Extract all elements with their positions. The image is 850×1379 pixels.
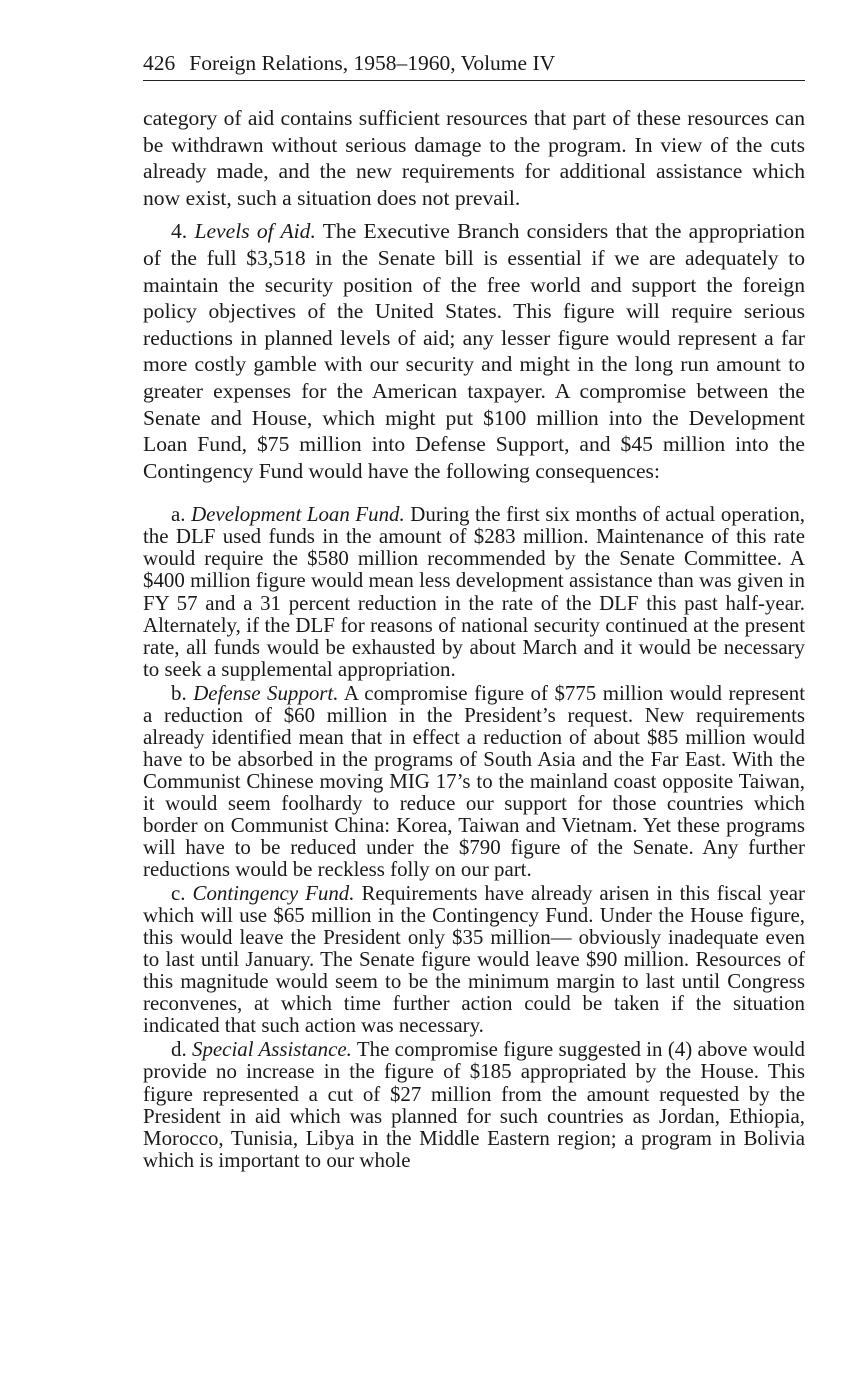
page-number: 426 bbox=[143, 51, 176, 75]
paragraph-levels-of-aid bbox=[143, 218, 805, 484]
subparagraph-special-assistance bbox=[143, 1038, 805, 1170]
subparagraph-text: The compromise figure suggested in (4) above would provide no increase in the figure of $185 appropriated by the House. This figure represented a cut of $27 million from the amount requested by the President in aid which was planned for such countries as Jordan, Ethiopia, Morocco, Tunisia, Libya in the Middle Eastern region; a program in Bolivia which is important to our whole bbox=[143, 1037, 806, 1172]
subparagraph-heading: Special Assistance. bbox=[192, 1037, 352, 1062]
paragraph-continuation bbox=[143, 105, 805, 211]
subparagraph-text: A compromise figure of $775 million would represent a reduction of $60 million in the President’s request. New requirements already identified mean that in effect a reduction of about $85 million would have to be absorbed in the programs of South Asia and the Far East. With the Communist Chinese moving MIG 17’s to the mainland coast opposite Taiwan, it would seem foolhardy to reduce our support for those countries which border on Communist China: Korea, Taiwan and Vietnam. Yet these programs will have to be reduced under the $790 figure of the Senate. Any further reductions would be reckless folly on our part. bbox=[143, 680, 806, 882]
paragraph-number: 4. bbox=[171, 219, 195, 244]
document-page bbox=[143, 48, 805, 1173]
subparagraph-contingency-fund bbox=[143, 882, 805, 1036]
subparagraph-letter: d. bbox=[171, 1037, 193, 1062]
subparagraph-letter: c. bbox=[171, 881, 193, 906]
subparagraph-text: Requirements have already arisen in this fiscal year which will use $65 million in the Contingency Fund. Under the House figure, this would leave the President only $35 million— obviously inadequate even to last until January. The Senate figure would leave $90 million. Resources of this magnitude would seem to be the minimum margin to last until Congress reconvenes, at which time further action could be taken if the situation indicated that such action was necessary. bbox=[143, 881, 805, 1038]
subparagraph-heading: Defense Support. bbox=[193, 680, 339, 705]
paragraph-text: The Executive Branch considers that the appropriation of the full $3,518 in the Senate bill is essential if we are adequately to maintain the security position of the free world and support the foreign policy objectives of the United States. This figure will require serious reductions in planned levels of aid; any lesser figure would represent a far more costly gamble with our security and might in the long run amount to greater expenses for the American taxpayer. A compromise between the Senate and House, which might put $100 million into the Development Loan Fund, $75 million into Defense Support, and $45 million into the Contingency Fund would have the following consequences: bbox=[143, 219, 805, 483]
subparagraph-heading: Development Loan Fund. bbox=[191, 502, 405, 527]
running-head-title: Foreign Relations, 1958–1960, Volume IV bbox=[189, 51, 556, 75]
subparagraph-letter: b. bbox=[171, 680, 194, 705]
subparagraph-text: During the first six months of actual operation, the DLF used funds in the amount of $283 million. Maintenance of this rate would require the $580 million recommended by the Senate Committee. A $400 million figure would mean less development assistance than was given in FY 57 and a 31 percent reduction in the rate of the DLF this past half-year. Alternately, if the DLF for reasons of national security continued at the present rate, all funds would be exhausted by about March and it would be necessary to seek a supplemental appropriation. bbox=[143, 502, 805, 681]
subparagraph-list bbox=[143, 503, 805, 1170]
running-head bbox=[143, 48, 805, 81]
paragraph-text: category of aid contains sufficient resources that part of these resources can be withdrawn without serious damage to the program. In view of the cuts already made, and the new requirements for additional assistance which now exist, such a situation does not prevail. bbox=[143, 106, 805, 210]
subparagraph-development-loan-fund bbox=[143, 503, 805, 679]
subparagraph-defense-support bbox=[143, 682, 805, 880]
subparagraph-letter: a. bbox=[171, 502, 192, 527]
body-text bbox=[143, 105, 805, 484]
subparagraph-heading: Contingency Fund. bbox=[192, 881, 355, 906]
paragraph-heading: Levels of Aid. bbox=[194, 219, 316, 244]
